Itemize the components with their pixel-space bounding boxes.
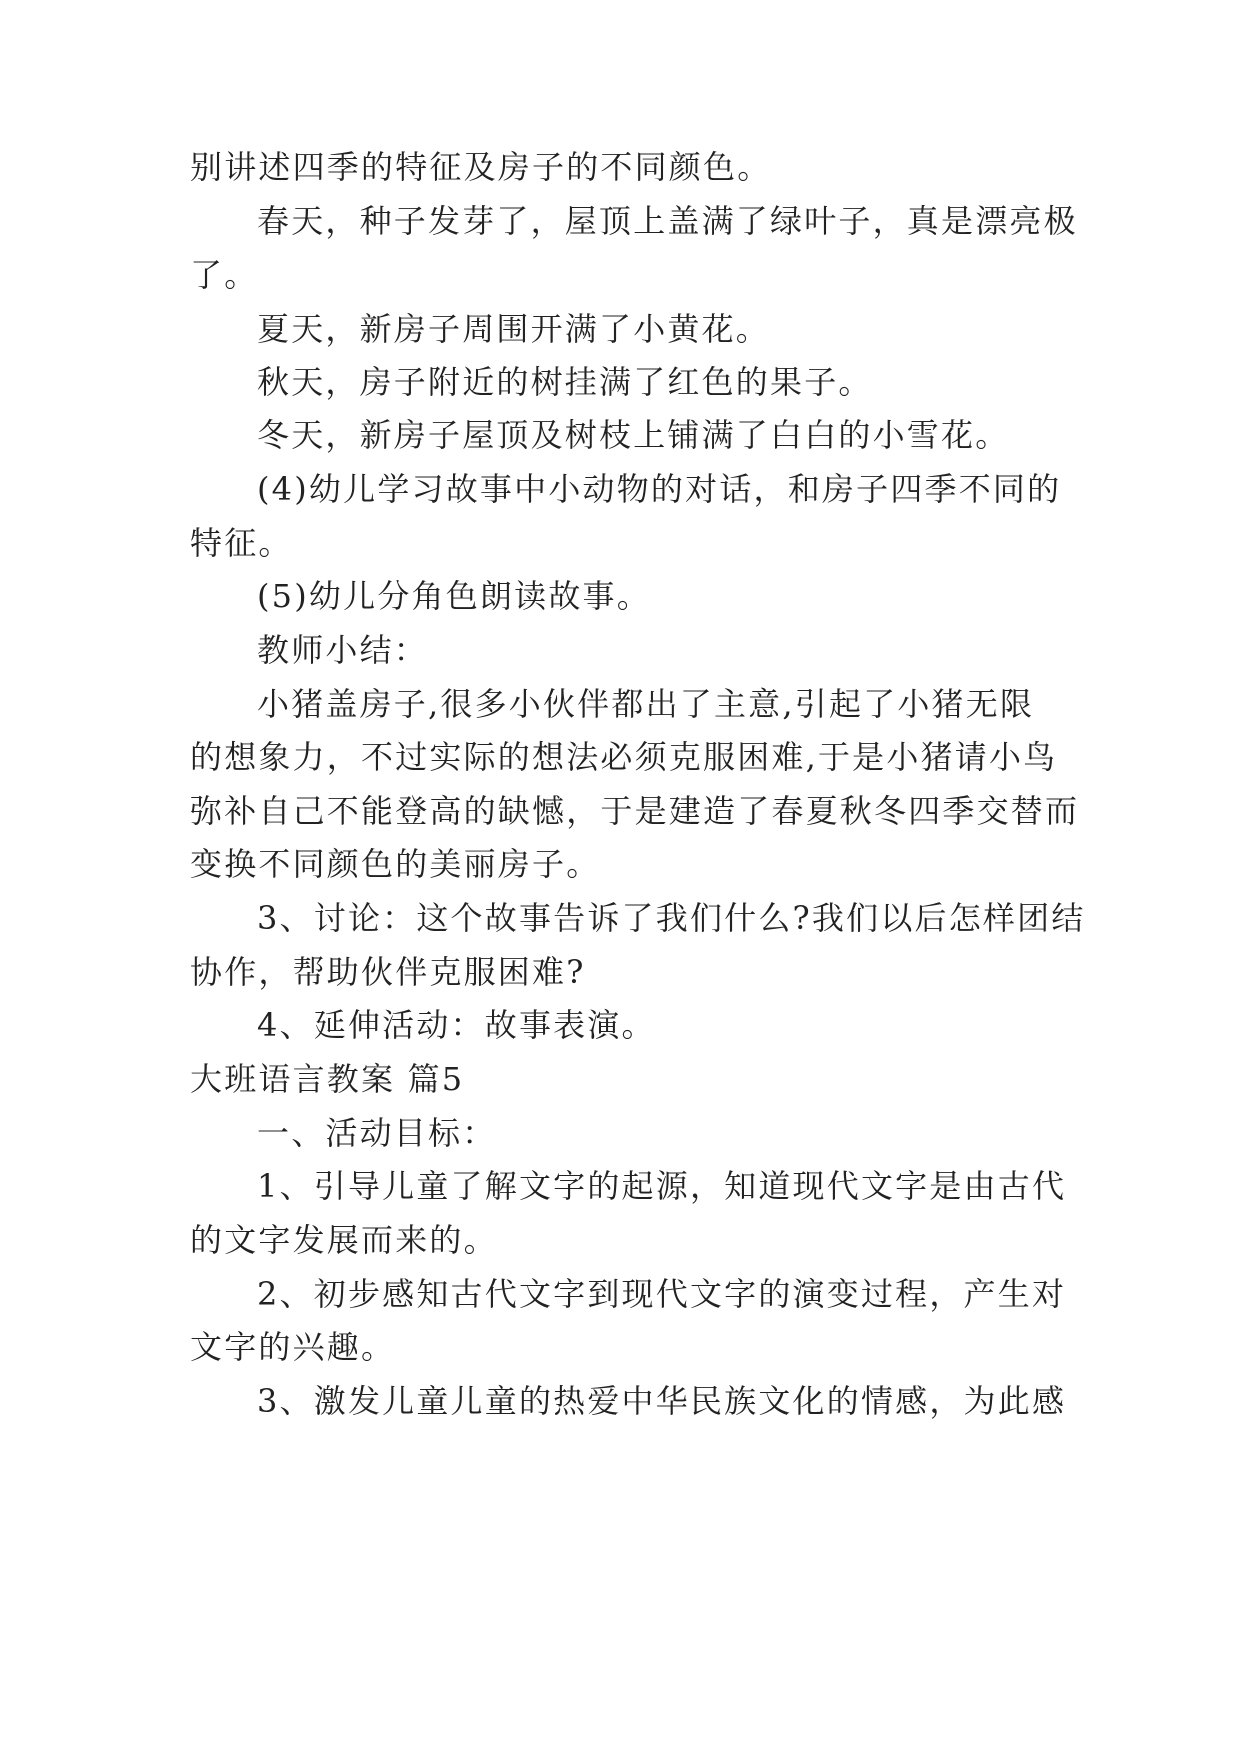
text-line: 秋天，房子附近的树挂满了红色的果子。: [257, 363, 873, 401]
text-line: 2、初步感知古代文字到现代文字的演变过程，产生对: [257, 1275, 1067, 1313]
text-line: 了。: [190, 256, 259, 294]
text-line: 春天，种子发芽了，屋顶上盖满了绿叶子，真是漂亮极: [257, 202, 1078, 240]
text-line: 变换不同颜色的美丽房子。: [190, 845, 601, 883]
text-line: 的想象力，不过实际的想法必须克服困难,于是小猪请小鸟: [190, 738, 1058, 776]
text-line: 文字的兴趣。: [190, 1328, 396, 1366]
text-line: (4)幼儿学习故事中小动物的对话，和房子四季不同的: [257, 470, 1062, 508]
text-line: 1、引导儿童了解文字的起源，知道现代文字是由古代: [257, 1167, 1067, 1205]
text-line: 别讲述四季的特征及房子的不同颜色。: [190, 148, 772, 186]
text-line: (5)幼儿分角色朗读故事。: [257, 577, 651, 615]
text-line: 协作，帮助伙伴克服困难?: [190, 953, 586, 991]
text-line: 4、延伸活动：故事表演。: [257, 1006, 656, 1044]
section-heading: 大班语言教案 篇5: [190, 1060, 465, 1098]
text-line: 特征。: [190, 524, 293, 562]
text-line: 夏天，新房子周围开满了小黄花。: [257, 310, 771, 348]
text-line: 3、激发儿童儿童的热爱中华民族文化的情感，为此感: [257, 1382, 1067, 1420]
text-line: 冬天，新房子屋顶及树枝上铺满了白白的小雪花。: [257, 416, 1010, 454]
text-line: 一、活动目标：: [257, 1114, 497, 1152]
text-line: 的文字发展而来的。: [190, 1221, 498, 1259]
text-line: 3、讨论：这个故事告诉了我们什么?我们以后怎样团结: [257, 899, 1086, 937]
text-line: 小猪盖房子,很多小伙伴都出了主意,引起了小猪无限: [257, 685, 1035, 723]
text-line: 弥补自己不能登高的缺憾，于是建造了春夏秋冬四季交替而: [190, 792, 1080, 830]
text-line: 教师小结：: [257, 631, 429, 669]
